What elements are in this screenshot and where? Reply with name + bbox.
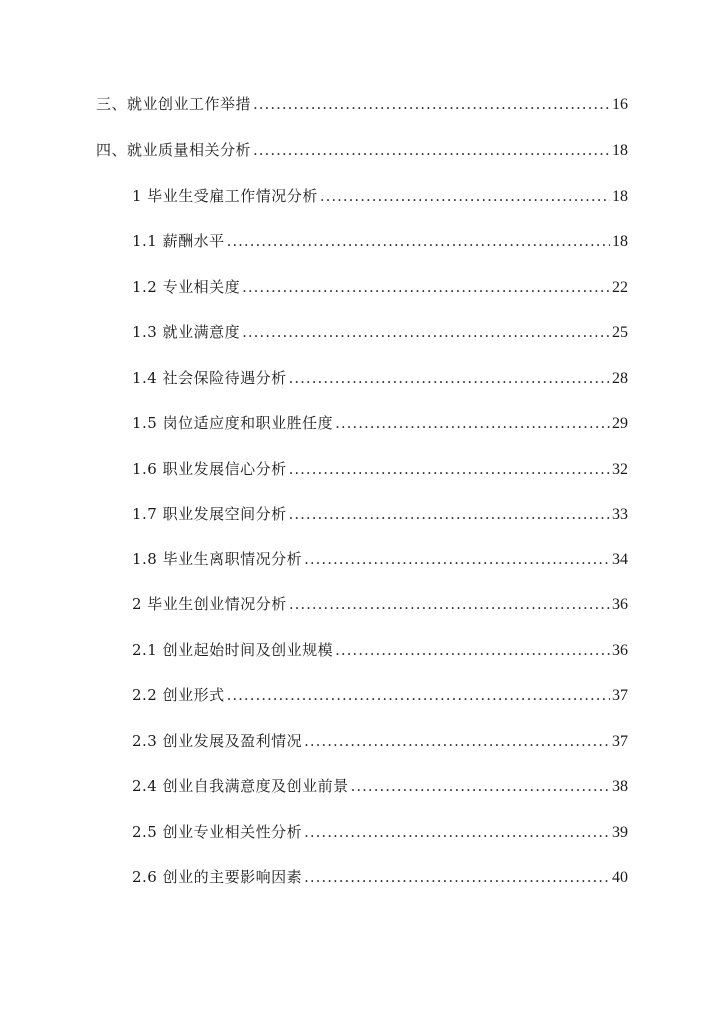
toc-entry-title: 1.8 毕业生离职情况分析 [132,550,303,568]
toc-page-number: 28 [612,370,628,387]
toc-dot-leader [289,502,610,526]
toc-entry-title: 2.1 创业起始时间及创业规模 [132,641,334,659]
toc-entry-employment-quality[interactable] [96,138,628,162]
toc-entry-title: 1.7 职业发展空间分析 [132,505,287,523]
toc-entry-title: 1.4 社会保险待遇分析 [132,369,287,387]
toc-entry-social-insurance[interactable] [132,366,628,390]
toc-dot-leader [289,457,610,481]
toc-page-number: 39 [612,824,628,841]
toc-dot-leader [351,774,610,798]
toc-dot-leader [253,138,610,162]
toc-entry-employment-measures[interactable] [96,92,628,116]
toc-page-number: 33 [612,506,628,523]
toc-page-number: 36 [612,642,628,659]
toc-dot-leader [335,638,610,662]
toc-entry-title: 2.6 创业的主要影响因素 [132,868,303,886]
toc-dot-leader [289,366,610,390]
toc-page-number: 25 [612,324,628,341]
toc-page-number: 36 [612,596,628,613]
toc-dot-leader [227,683,610,707]
toc-entry-career-space[interactable] [132,502,628,526]
toc-dot-leader [304,865,610,889]
toc-page-number: 34 [612,551,628,568]
toc-entry-startup-form[interactable] [132,683,628,707]
toc-entry-startup-satisfaction[interactable] [132,774,628,798]
toc-dot-leader [304,820,610,844]
toc-entry-turnover[interactable] [132,547,628,571]
toc-entry-title: 1.6 职业发展信心分析 [132,460,287,478]
toc-page-number: 18 [612,233,628,250]
toc-entry-title: 2 毕业生创业情况分析 [132,595,287,613]
toc-dot-leader [242,320,610,344]
toc-entry-salary-level[interactable] [132,229,628,253]
toc-entry-job-satisfaction[interactable] [132,320,628,344]
toc-page-number: 18 [612,188,628,205]
toc-page-number: 37 [612,687,628,704]
toc-entry-startup-time-scale[interactable] [132,638,628,662]
toc-entry-title: 1 毕业生受雇工作情况分析 [132,187,318,205]
toc-page-number: 37 [612,733,628,750]
toc-entry-title: 三、就业创业工作举措 [96,95,252,113]
toc-entry-employed-graduates[interactable] [132,184,628,208]
toc-dot-leader [242,275,610,299]
toc-entry-entrepreneurship[interactable] [132,592,628,616]
toc-dot-leader [253,92,610,116]
toc-page-number: 29 [612,415,628,432]
toc-entry-major-relevance[interactable] [132,275,628,299]
toc-dot-leader [304,729,610,753]
toc-page-number: 16 [612,96,628,113]
toc-entry-startup-factors[interactable] [132,865,628,889]
toc-entry-title: 1.2 专业相关度 [132,278,241,296]
toc-entry-title: 1.3 就业满意度 [132,323,241,341]
toc-dot-leader [227,229,610,253]
toc-entry-career-confidence[interactable] [132,457,628,481]
toc-entry-title: 四、就业质量相关分析 [96,141,252,159]
toc-page-number: 22 [612,279,628,296]
toc-entry-title: 2.2 创业形式 [132,686,225,704]
toc-dot-leader [304,547,610,571]
toc-entry-startup-profit[interactable] [132,729,628,753]
toc-dot-leader [335,411,610,435]
toc-page-number: 18 [612,142,628,159]
toc-entry-title: 1.1 薪酬水平 [132,232,225,250]
toc-page-number: 38 [612,778,628,795]
toc-entry-job-adaptability[interactable] [132,411,628,435]
toc-page-number: 32 [612,461,628,478]
toc-entry-title: 1.5 岗位适应度和职业胜任度 [132,414,334,432]
toc-entry-startup-major-relevance[interactable] [132,820,628,844]
toc-entry-title: 2.3 创业发展及盈利情况 [132,732,303,750]
toc-page-number: 40 [612,869,628,886]
toc-entry-title: 2.5 创业专业相关性分析 [132,823,303,841]
toc-dot-leader [289,592,610,616]
toc-entry-title: 2.4 创业自我满意度及创业前景 [132,777,349,795]
toc-dot-leader [320,184,610,208]
